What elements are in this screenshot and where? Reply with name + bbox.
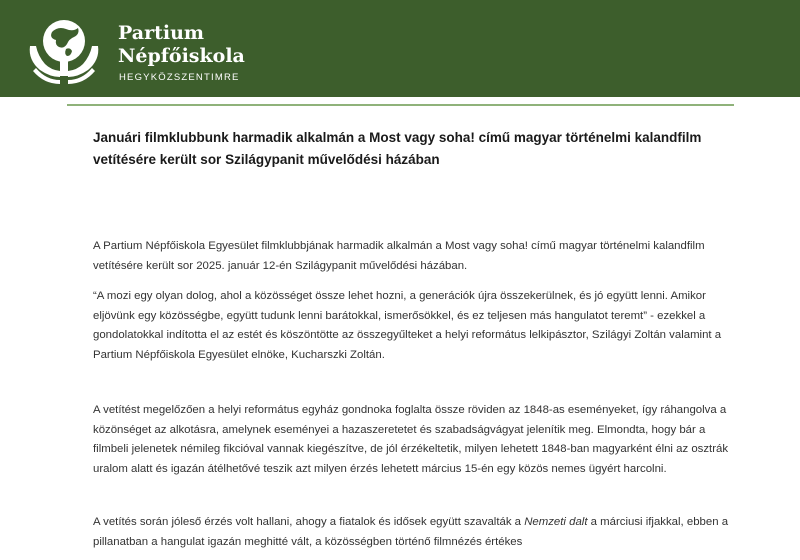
- brand-location: HEGYKÖZSZENTIMRE: [119, 72, 240, 83]
- article-paragraph-1: A Partium Népfőiskola Egyesület filmklubbjának harmadik alkalmán a Most vagy soha! című magyar történelmi kalandfilm vetítésére került sor 2025. január 12-én Szilágypanit művelődési házában.: [93, 240, 705, 272]
- article-paragraph-3: A vetítést megelőzően a helyi református egyház gondnoka foglalta össze röviden az 1848-as eseményeket, így ráhangolva a közönséget az alkotásra, amelynek eseményei a hazaszeretetet és szabadságvágyat jelenítik meg. Elmondta, hogy bár a filmbeli jelenetek némileg fikcióval vannak kiegészítve, de jól érzékeltetik, milyen lehetett 1848-ban magyarként élni az osztrák uralom alatt és igazán átélhetővé teszik azt milyen érzés lehetett március 15-én egy közös nemes ügyért harcolni.: [93, 404, 729, 475]
- header-divider: [67, 104, 734, 106]
- globe-hands-icon[interactable]: [22, 16, 106, 88]
- paragraph-4-start: A vetítés során jóleső érzés volt hallani, ahogy a fiatalok és idősek együtt szavalták a: [93, 516, 525, 528]
- brand-line-1: Partium: [118, 22, 205, 44]
- article-paragraph-4: [93, 513, 733, 552]
- article-title: Januári filmklubbunk harmadik alkalmán a Most vagy soha! című magyar történelmi kalandfilm vetítésére került sor Szilágypanit művelődési házában: [93, 130, 702, 167]
- article-paragraph-2: “A mozi egy olyan dolog, ahol a közösséget össze lehet hozni, a generációk újra összekerülnek, és jó együtt lenni. Amikor eljövünk egy közösségbe, együtt tudunk lenni barátokkal, ismerősökkel, és ez teljesen más hangulatot teremt” - ezekkel a gondolatokkal indította el az estét és köszöntötte az összegyűlteket a helyi református lelkipásztor, Szilágyi Zoltán valamint a Partium Népfőiskola Egyesület elnöke, Kucharszki Zoltán.: [93, 290, 722, 361]
- site-header: [0, 0, 800, 97]
- brand-name[interactable]: [118, 22, 245, 68]
- brand-line-2: Népfőiskola: [118, 45, 245, 67]
- poem-title: Nemzeti dalt: [524, 516, 588, 528]
- paragraph-4-end: a márciusi ifjakkal, ebben a pillanatban a hangulat igazán meghitté vált, a közösségben történő filmnézés értékes: [93, 516, 729, 548]
